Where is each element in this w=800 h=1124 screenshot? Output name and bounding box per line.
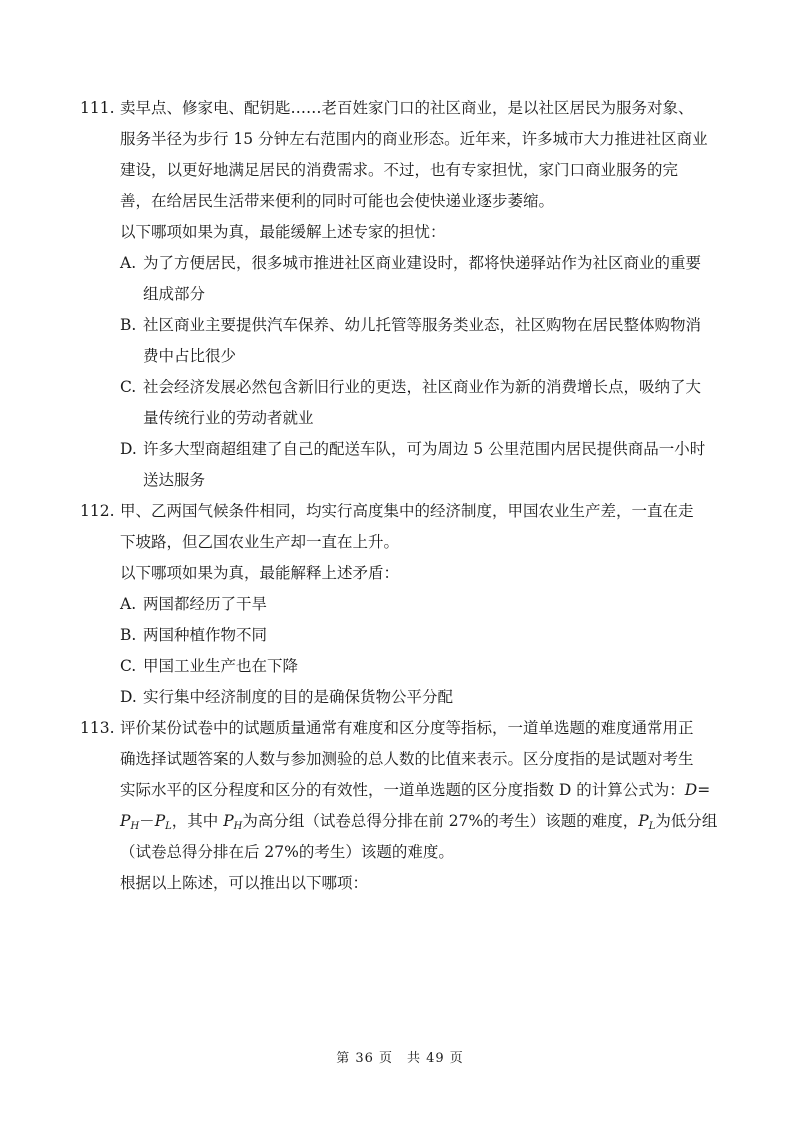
question-number: 111. <box>80 99 115 117</box>
option-text: 量传统行业的劳动者就业 <box>143 409 314 427</box>
stem-line: 建设，以更好地满足居民的消费需求。不过，也有专家担忧，家门口商业服务的完 <box>120 161 679 179</box>
formula-text: 为高分组（试卷总得分排在前 27%的考生）该题的难度， <box>242 812 639 830</box>
stem-line: 确选择试题答案的人数与参加测验的总人数的比值来表示。区分度指的是试题对考生 <box>120 750 694 768</box>
option-text: 社区商业主要提供汽车保养、幼儿托管等服务类业态，社区购物在居民整体购物消 <box>143 316 702 334</box>
question-number: 112. <box>80 502 115 520</box>
option-label: B. <box>120 316 137 334</box>
formula-p: P <box>120 812 131 830</box>
option-text: 甲国工业生产也在下降 <box>143 657 299 675</box>
option-text: 为了方便居民，很多城市推进社区商业建设时，都将快递驿站作为社区商业的重要 <box>143 254 702 272</box>
option-label: C. <box>120 378 137 396</box>
question-ask: 以下哪项如果为真，最能缓解上述专家的担忧： <box>120 223 446 241</box>
stem-line <box>120 775 730 806</box>
option-text: 两国种植作物不同 <box>143 626 268 644</box>
formula-text: ，其中 <box>171 812 224 830</box>
option-c <box>120 372 730 434</box>
question-number: 113. <box>80 719 115 737</box>
option-a <box>120 248 730 310</box>
formula-d: D <box>684 781 698 799</box>
option-text: 社会经济发展必然包含新旧行业的更迭，社区商业作为新的消费增长点，吸纳了大 <box>143 378 702 396</box>
formula-sub-h: H <box>233 821 243 832</box>
formula-sub-h: H <box>130 821 140 832</box>
option-b <box>120 310 730 372</box>
stem-line: 甲、乙两国气候条件相同，均实行高度集中的经济制度，甲国农业生产差，一直在走 <box>120 502 694 520</box>
formula-sub-l: L <box>648 821 656 832</box>
formula-equals: = <box>697 781 711 799</box>
page-footer: 第 36 页 共 49 页 <box>336 1051 464 1066</box>
option-text: 组成部分 <box>143 285 206 303</box>
question-112 <box>80 496 730 713</box>
question-ask: 根据以上陈述，可以推出以下哪项： <box>120 874 369 892</box>
formula-p: P <box>638 812 649 830</box>
option-a <box>120 589 730 620</box>
page-content <box>80 93 730 899</box>
option-b <box>120 620 730 651</box>
formula-minus: － <box>139 812 155 830</box>
formula-p: P <box>154 812 166 830</box>
option-c <box>120 651 730 682</box>
stem-line: 下坡路，但乙国农业生产却一直在上升。 <box>120 533 400 551</box>
formula-p: P <box>223 812 234 830</box>
option-label: D. <box>120 688 137 706</box>
stem-line: 评价某份试卷中的试题质量通常有难度和区分度等指标，一道单选题的难度通常用正 <box>120 719 694 737</box>
stem-text: 实际水平的区分程度和区分的有效性，一道单选题的区分度指数 D 的计算公式为： <box>120 781 685 799</box>
question-111 <box>80 93 730 496</box>
formula-line <box>120 806 730 837</box>
question-113 <box>80 713 730 899</box>
option-label: A. <box>120 254 137 272</box>
formula-sub-l: L <box>165 821 172 832</box>
option-text: 实行集中经济制度的目的是确保货物公平分配 <box>143 688 454 706</box>
option-label: C. <box>120 657 137 675</box>
option-text: 送达服务 <box>143 471 206 489</box>
option-label: D. <box>120 440 137 458</box>
option-text: 两国都经历了干旱 <box>143 595 268 613</box>
stem-line: （试卷总得分排在后 27%的考生）该题的难度。 <box>120 843 454 861</box>
option-text: 费中占比很少 <box>143 347 237 365</box>
option-d <box>120 434 730 496</box>
stem-line: 卖早点、修家电、配钥匙……老百姓家门口的社区商业，是以社区居民为服务对象、 <box>120 99 694 117</box>
option-d <box>120 682 730 713</box>
option-label: A. <box>120 595 137 613</box>
option-label: B. <box>120 626 137 644</box>
option-text: 许多大型商超组建了自己的配送车队，可为周边 5 公里范围内居民提供商品一小时 <box>143 440 706 458</box>
question-ask: 以下哪项如果为真，最能解释上述矛盾： <box>120 564 400 582</box>
formula-text: 为低分组 <box>655 812 718 830</box>
stem-line: 服务半径为步行 15 分钟左右范围内的商业形态。近年来，许多城市大力推进社区商业 <box>120 130 708 148</box>
stem-line: 善，在给居民生活带来便利的同时可能也会使快递业逐步萎缩。 <box>120 192 555 210</box>
